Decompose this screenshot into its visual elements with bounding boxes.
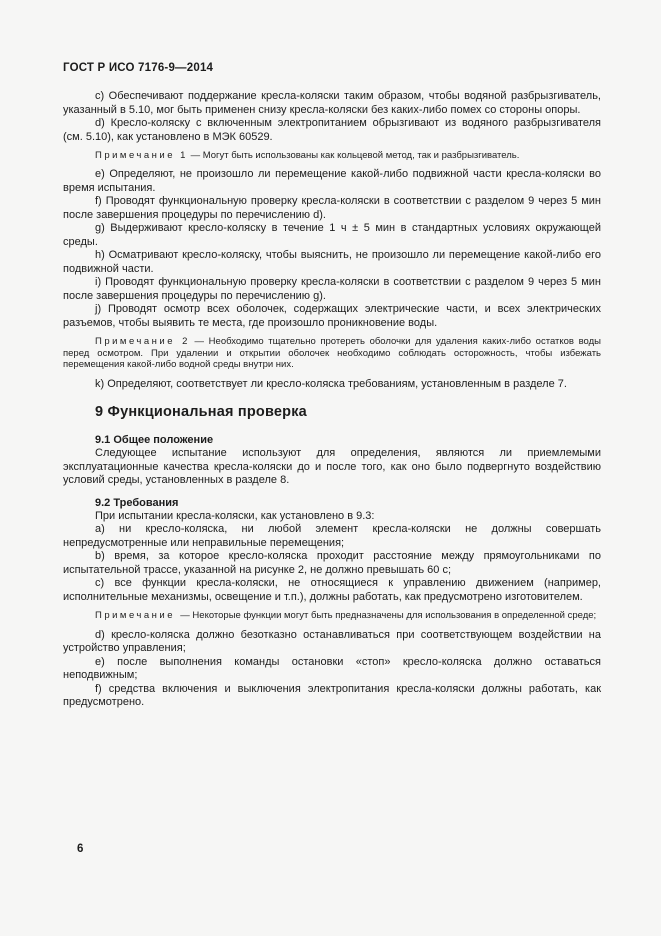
note-3 bbox=[63, 610, 601, 621]
subsection-heading-9-1: 9.1 Общее положение bbox=[95, 434, 214, 447]
paragraph-9-1-general: Следующее испытание используют для определения, являются ли приемлемыми эксплуатационные качества кресла-коляски до и после того, как оно было подвергнуто воздействию условий среды, установленных в разделе 8. bbox=[63, 447, 601, 487]
note-1 bbox=[63, 150, 601, 161]
paragraph-item-i: i) Проводят функциональную проверку кресла-коляски в соответствии с разделом 9 через 5 мин после завершения процедуры по перечислению g). bbox=[63, 276, 601, 302]
paragraph-item-a2: a) ни кресло-коляска, ни любой элемент кресла-коляски не должны совершать непредусмотренные или неправильные перемещения; bbox=[63, 523, 601, 549]
subsection-heading-9-2: 9.2 Требования bbox=[95, 496, 179, 509]
note-2 bbox=[63, 336, 601, 370]
paragraph-item-e: e) Определяют, не произошло ли перемещение какой-либо подвижной части кресла-коляски во время испытания. bbox=[63, 168, 601, 194]
note-1-text: — Могут быть использованы как кольцевой метод, так и разбрызгиватель. bbox=[190, 150, 520, 161]
note-1-label: Примечание 1 bbox=[95, 150, 188, 161]
paragraph-item-j: j) Проводят осмотр всех оболочек, содержащих электрические части, и всех электрических разъемов, чтобы выявить те места, где произошло проникновение воды. bbox=[63, 303, 601, 329]
paragraph-item-d2: d) кресло-коляска должно безотказно останавливаться при соответствующем воздействии на устройство управления; bbox=[63, 628, 601, 655]
paragraph-item-g: g) Выдерживают кресло-коляску в течение 1 ч ± 5 мин в стандартных условиях окружающей среды. bbox=[63, 222, 601, 248]
paragraph-item-c: c) Обеспечивают поддержание кресла-коляски таким образом, чтобы водяной разбрызгиватель, указанный в 5.10, мог быть применен снизу кресла-коляски без каких-либо помех со стороны опоры. bbox=[63, 90, 601, 116]
page-number: 6 bbox=[77, 843, 84, 855]
paragraph-item-d: d) Кресло-коляску с включенным электропитанием обрызгивают из водяного разбрызгивателя (см. 5.10), как установлено в МЭК 60529. bbox=[63, 117, 601, 143]
note-3-text: — Некоторые функции могут быть предназначены для использования в определенной среде; bbox=[180, 610, 597, 622]
note-3-label: Примечание bbox=[95, 610, 175, 622]
document-header: ГОСТ Р ИСО 7176-9—2014 bbox=[63, 62, 214, 74]
paragraph-item-f: f) Проводят функциональную проверку кресла-коляски в соответствии с разделом 9 через 5 мин после завершения процедуры по перечислению d). bbox=[63, 195, 601, 221]
paragraph-item-b2: b) время, за которое кресло-коляска проходит расстояние между прямоугольниками по испытательной трассе, указанной на рисунке 2, не должно превышать 60 с; bbox=[63, 550, 601, 576]
paragraph-9-2-intro: При испытании кресла-коляски, как установлено в 9.3: bbox=[95, 509, 375, 522]
note-2-text: — Необходимо тщательно протереть оболочки для удаления каких-либо остатков воды перед осмотром. При удалении и открытии оболочек необходимо соблюдать осторожность, чтобы избежать перемещения какой-либо водной среды внутри них. bbox=[63, 336, 601, 371]
paragraph-item-k: k) Определяют, соответствует ли кресло-коляска требованиям, установленным в разделе 7. bbox=[95, 377, 567, 390]
paragraph-item-f2: f) средства включения и выключения электропитания кресла-коляски должны работать, как предусмотрено. bbox=[63, 682, 601, 709]
note-2-label: Примечание 2 bbox=[95, 336, 190, 348]
paragraph-item-e2: e) после выполнения команды остановки «стоп» кресло-коляска должно оставаться неподвижным; bbox=[63, 655, 601, 682]
paragraph-item-h: h) Осматривают кресло-коляску, чтобы выяснить, не произошло ли перемещение какой-либо его подвижной части. bbox=[63, 249, 601, 275]
paragraph-item-c2: c) все функции кресла-коляски, не относящиеся к управлению движением (например, исполнительные механизмы, освещение и т.п.), должны работать, как предусмотрено изготовителем. bbox=[63, 577, 601, 603]
section-heading-9: 9 Функциональная проверка bbox=[95, 404, 307, 421]
